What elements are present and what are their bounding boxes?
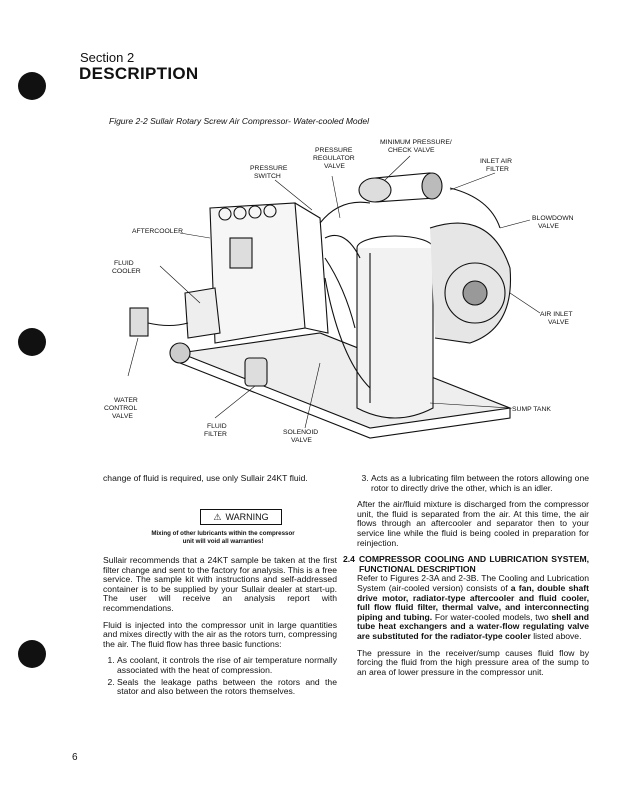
section-label: Section 2: [80, 50, 135, 65]
label-fluid-filter: FLUID FILTER: [204, 423, 227, 438]
page-number: 6: [72, 752, 78, 763]
warning-note: Mixing of other lubricants within the compressor unit will void all warranties!: [151, 530, 295, 545]
label-pressure-switch: PRESSURE SWITCH: [250, 165, 288, 180]
section-heading: [343, 555, 589, 574]
paragraph-cooling-system: Refer to Figures 2-3A and 2-3B. The Cooling and Lubrication System (air-cooled version) consists of a fan, double shaft drive motor, radiator-type aftercooler and fluid cooler, full flow fluid filter, thermal valve, and interconnecting piping and tubing. For water-cooled models, two shell and tube heat exchangers and a water-flow regulating valve are substituted for the radiator-type cooler listed above.: [357, 573, 590, 641]
paragraph-air-separation: After the air/fluid mixture is discharged from the compressor unit, the fluid is separated from the air. At this time, the air flows through an aftercooler and separator then to your service line while the fluid is being cooled in preparation for reinjection.: [357, 499, 589, 548]
fluid-functions-list-continued: [357, 474, 589, 493]
label-fluid-cooler: FLUID COOLER: [112, 260, 141, 275]
paragraph-fluid-change: change of fluid is required, use only Sullair 24KT fluid.: [103, 473, 308, 483]
binder-hole-middle: [18, 328, 46, 356]
binder-hole-top: [18, 72, 46, 100]
list-item: 1. As coolant, it controls the rise of air temperature normally associated with the heat of compression.: [117, 656, 337, 675]
list-item: 2. Seals the leakage paths between the rotors and the stator and also between the rotors themselves.: [117, 678, 337, 697]
label-solenoid-valve: SOLENOID VALVE: [283, 429, 319, 444]
label-blowdown-valve: BLOWDOWN VALVE: [532, 215, 574, 230]
warning-triangle-icon: ⚠: [213, 511, 222, 522]
section-number: 2.4: [343, 554, 355, 565]
paragraph-fluid-injection: Fluid is injected into the compressor unit in large quantities and mixes directly with the air as the rotors turn, compressing the air. The fluid flow has three basic functions:: [103, 619, 337, 649]
figure-caption: Figure 2-2 Sullair Rotary Screw Air Compressor- Water-cooled Model: [109, 116, 369, 126]
label-inlet-air-filter: INLET AIR FILTER: [480, 158, 512, 173]
label-sump-tank: SUMP TANK: [512, 406, 551, 413]
paragraph-sample-analysis: Sullair recommends that a 24KT sample be taken at the first filter change and sent to the factory for analysis. This is a free service. The sample kit with instructions and self-addressed container is to be supplied by your Sullair dealer at start-up. The user will receive an analysis report with recommendations.: [103, 555, 337, 613]
fluid-functions-list: [103, 656, 337, 696]
label-pressure-regulator-valve: PRESSURE REGULATOR VALVE: [313, 147, 355, 170]
paragraph-fluid-flow: The pressure in the receiver/sump causes fluid flow by forcing the fluid from the high pressure area of the sump to an area of lower pressure in the compressor unit.: [357, 647, 589, 677]
compressor-illustration: [130, 173, 511, 438]
label-water-control-valve: WATER CONTROL VALVE: [104, 397, 138, 420]
label-min-pressure-check-valve: MINIMUM PRESSURE/ CHECK VALVE: [380, 139, 452, 154]
page-title: DESCRIPTION: [79, 64, 199, 83]
label-aftercooler: AFTERCOOLER: [132, 228, 183, 235]
warning-badge: [200, 509, 282, 525]
section-title: COMPRESSOR COOLING AND LUBRICATION SYSTEM, FUNCTIONAL DESCRIPTION: [358, 554, 589, 574]
compressor-figure: [70, 128, 610, 458]
left-column-top: [103, 474, 337, 491]
list-item: 3. Acts as a lubricating film between the rotors allowing one rotor to directly drive the other, which is an idler.: [371, 474, 589, 493]
label-air-inlet-valve: AIR INLET VALVE: [540, 311, 573, 326]
right-column: [343, 473, 590, 684]
left-column-body: [103, 556, 337, 699]
warning-label: WARNING: [225, 512, 269, 522]
binder-hole-bottom: [18, 640, 46, 668]
